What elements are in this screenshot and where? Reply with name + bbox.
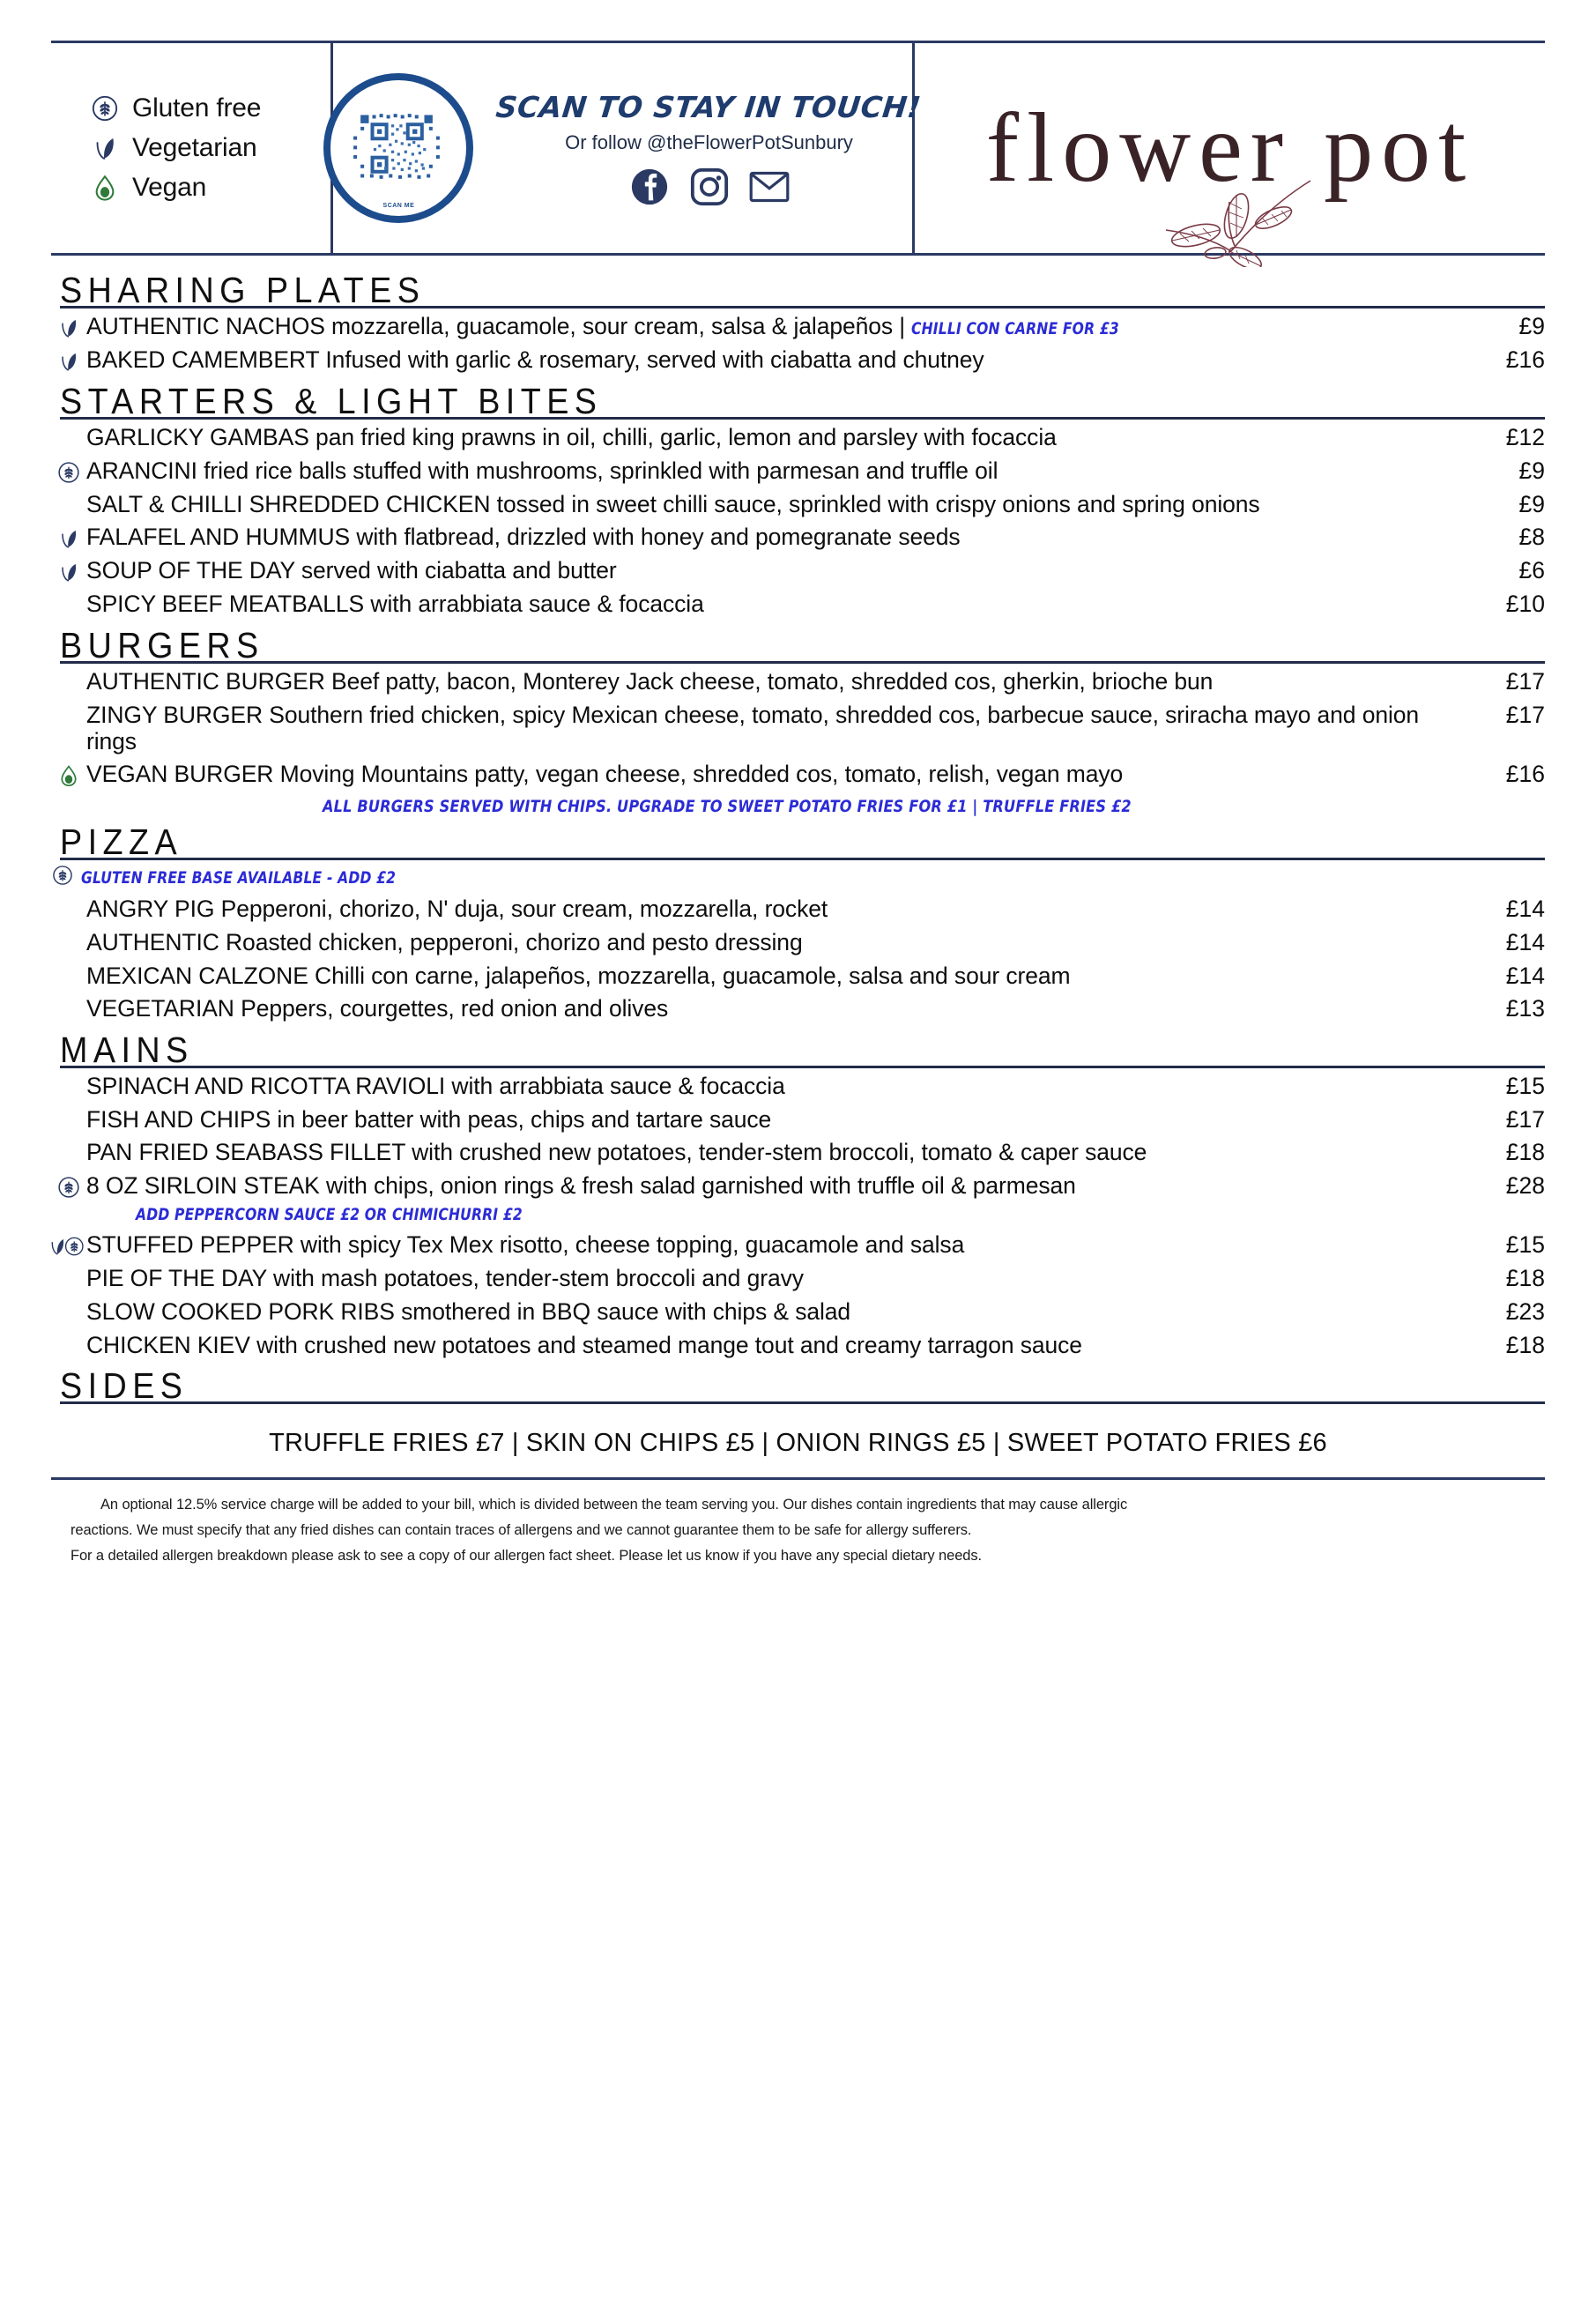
menu-item-text	[86, 425, 1464, 451]
no-diet-icon	[51, 963, 86, 965]
menu-item-text	[86, 1232, 1464, 1259]
gluten-free-icon	[51, 458, 86, 485]
gluten-free-icon	[56, 1175, 81, 1200]
gluten-free-icon	[56, 460, 81, 485]
vegetarian-icon	[51, 314, 86, 340]
menu-item-text	[86, 896, 1464, 923]
section-title: PIZZA	[60, 821, 183, 863]
menu-item	[51, 1329, 1545, 1363]
menu-item-description: Peppers, courgettes, red onion and olives	[234, 995, 669, 1022]
menu-item-description: Roasted chicken, pepperoni, chorizo and pesto dressing	[219, 928, 803, 955]
section-rule	[60, 1066, 1545, 1068]
menu-section	[51, 1367, 1545, 1468]
no-diet-icon	[51, 492, 86, 494]
menu-item-name: 8 OZ SIRLOIN STEAK	[86, 1171, 320, 1199]
no-diet-icon	[51, 1333, 86, 1334]
menu-item-price: £18	[1505, 1139, 1545, 1166]
legend-label: Vegan	[132, 173, 207, 202]
menu-item	[51, 421, 1545, 455]
gluten-free-icon	[90, 93, 120, 123]
menu-item-price: £18	[1505, 1265, 1545, 1292]
menu-item-subnote-row	[86, 1200, 1446, 1226]
menu-item-description: Chilli con carne, jalapeños, mozzarella, guacamole, salsa and sour cream	[308, 962, 1071, 989]
menu-item	[51, 554, 1545, 588]
section-header	[51, 383, 1545, 420]
menu-item-price: £14	[1505, 962, 1545, 989]
menu-item-name: AUTHENTIC NACHOS	[86, 313, 325, 340]
vegetarian-icon	[90, 133, 120, 163]
no-diet-icon	[51, 1074, 86, 1075]
menu-item	[51, 1296, 1545, 1329]
vegan-icon	[90, 173, 120, 203]
menu-item-name: SOUP OF THE DAY	[86, 557, 295, 584]
menu-item-description: pan fried king prawns in oil, chilli, garlic, lemon and parsley with focaccia	[308, 424, 1057, 451]
vegetarian-icon	[51, 347, 86, 374]
footer-line-2: reactions. We must specify that any fried dishes can contain traces of allergens and we cannot guarantee them to be safe for allergy sufferers.	[71, 1522, 972, 1539]
social-links	[629, 167, 790, 207]
menu-item	[51, 699, 1545, 758]
qr-code[interactable]	[323, 73, 473, 223]
menu-item-text	[86, 1107, 1464, 1134]
menu-header	[51, 41, 1545, 256]
menu-item-description: with chips, onion rings & fresh salad garnished with truffle oil & parmesan	[319, 1171, 1076, 1199]
facebook-icon[interactable]	[629, 167, 670, 207]
no-diet-icon	[51, 1299, 86, 1301]
menu-item-price: £14	[1505, 896, 1545, 923]
menu-item-name: SLOW COOKED PORK RIBS	[86, 1297, 395, 1325]
menu-item-price: £15	[1505, 1072, 1545, 1099]
menu-item-name: AUTHENTIC	[86, 928, 219, 955]
section-header	[51, 627, 1545, 664]
menu-item	[51, 926, 1545, 960]
no-diet-icon	[51, 702, 86, 704]
menu-item-name: PAN FRIED SEABASS FILLET	[86, 1139, 405, 1166]
menu-item-description: mozzarella, guacamole, sour cream, salsa & jalapeños |	[324, 313, 912, 340]
menu-item-price: £16	[1505, 346, 1545, 374]
menu-item-text	[86, 1173, 1464, 1225]
menu-section	[51, 627, 1545, 818]
logo-wordmark: flower pot	[985, 93, 1474, 203]
menu-section	[51, 383, 1545, 621]
menu-item	[51, 344, 1545, 377]
menu-item-price: £9	[1518, 457, 1545, 484]
vegan-icon	[56, 763, 81, 788]
menu-item	[51, 893, 1545, 926]
gluten-free-icon	[90, 93, 120, 123]
menu-item-description: Beef patty, bacon, Monterey Jack cheese, tomato, shredded cos, gherkin, brioche bun	[324, 668, 1214, 695]
section-title: STARTERS & LIGHT BITES	[60, 381, 603, 422]
vegetarian-icon	[51, 524, 86, 551]
menu-item-name: SPINACH AND RICOTTA RAVIOLI	[86, 1072, 446, 1099]
menu-item-text	[86, 762, 1464, 788]
vegan-icon	[51, 762, 86, 788]
menu-item-price: £17	[1505, 668, 1545, 695]
menu-item-description: with arrabbiata sauce & focaccia	[364, 591, 704, 618]
menu-item-name: BAKED CAMEMBERT	[86, 346, 320, 374]
scan-title: SCAN TO STAY IN TOUCH!	[494, 89, 924, 124]
dietary-legend	[51, 43, 333, 253]
menu-item-price: £8	[1518, 524, 1545, 551]
menu-item-name: VEGAN BURGER	[86, 761, 274, 788]
menu-item	[51, 455, 1545, 488]
scan-subtitle: Or follow @theFlowerPotSunbury	[565, 130, 853, 153]
menu-item-text	[86, 669, 1464, 695]
menu-item-name: PIE OF THE DAY	[86, 1265, 267, 1292]
menu-item-text	[86, 930, 1464, 956]
menu-section	[51, 823, 1545, 1026]
menu-item	[51, 758, 1545, 792]
gluten-free-icon	[51, 1173, 86, 1200]
section-footnote-text: ALL BURGERS SERVED WITH CHIPS. UPGRADE TO SWEET POTATO FRIES FOR £1 | TRUFFLE FRIES £2	[322, 797, 1132, 817]
menu-item-name: SPICY BEEF MEATBALLS	[86, 591, 365, 618]
menu-item-name: STUFFED PEPPER	[86, 1231, 294, 1259]
vegetarian-icon	[56, 316, 81, 340]
vegan-icon	[90, 173, 120, 203]
menu-item-description: with spicy Tex Mex risotto, cheese topping, guacamole and salsa	[293, 1231, 965, 1259]
menu-item-text	[86, 492, 1464, 518]
menu-item-text	[86, 558, 1464, 584]
menu-item-description: Pepperoni, chorizo, N' duja, sour cream, mozzarella, rocket	[214, 896, 828, 923]
menu-item-description: with arrabbiata sauce & focaccia	[445, 1072, 785, 1099]
menu-item-text	[86, 524, 1464, 551]
menu-item-name: ANGRY PIG	[86, 896, 215, 923]
vegetarian-icon	[51, 558, 86, 584]
menu-item-description: with mash potatoes, tender-stem broccoli and gravy	[266, 1265, 804, 1292]
menu-item-price: £18	[1505, 1331, 1545, 1358]
menu-item-description: Southern fried chicken, spicy Mexican cheese, tomato, shredded cos, barbecue sauce, sriracha mayo and onion rings	[86, 701, 1420, 755]
brand-logo	[915, 43, 1545, 253]
menu-item-price: £14	[1505, 928, 1545, 955]
menu-item-text	[86, 996, 1464, 1022]
section-prenote	[51, 862, 1545, 893]
no-diet-icon	[51, 1140, 86, 1141]
menu-item	[51, 521, 1545, 554]
footer-line-1: An optional 12.5% service charge will be added to your bill, which is divided between the team serving you. Our dishes contain ingredients that may cause allergic	[100, 1497, 1128, 1513]
section-title: SIDES	[60, 1365, 189, 1407]
no-diet-icon	[51, 896, 86, 898]
menu-item-name: ARANCINI	[86, 457, 197, 484]
no-diet-icon	[51, 1266, 86, 1267]
gluten-free-icon	[51, 864, 74, 891]
menu-item-upsell-note: CHILLI CON CARNE FOR £3	[911, 319, 1120, 339]
section-header	[51, 1365, 1545, 1407]
menu-item-price: £12	[1505, 424, 1545, 451]
menu-item-text	[86, 1333, 1464, 1359]
menu-item-name: SALT & CHILLI SHREDDED CHICKEN	[86, 490, 491, 517]
menu-item-description: smothered in BBQ sauce with chips & salad	[394, 1297, 851, 1325]
legend-row	[90, 173, 261, 203]
menu-item	[51, 1104, 1545, 1137]
menu-item-name: VEGETARIAN	[86, 995, 234, 1022]
footer-line-3: For a detailed allergen breakdown please ask to see a copy of our allergen fact sheet. Please let us know if you have any special dietary needs.	[71, 1548, 982, 1565]
menu-item-text	[86, 1140, 1464, 1166]
menu-item-description: Moving Mountains patty, vegan cheese, shredded cos, tomato, relish, vegan mayo	[273, 761, 1124, 788]
section-title: MAINS	[60, 1029, 194, 1070]
menu-item	[51, 588, 1545, 621]
sides-price-line: TRUFFLE FRIES £7 | SKIN ON CHIPS £5 | ONION RINGS £5 | SWEET POTATO FRIES £6	[269, 1429, 1327, 1458]
menu-item	[51, 665, 1545, 699]
veg-gf-icon	[51, 1234, 86, 1259]
prenote-text: GLUTEN FREE BASE AVAILABLE - ADD £2	[81, 867, 397, 888]
no-diet-icon	[51, 591, 86, 593]
menu-item-text	[86, 314, 1464, 340]
allergen-footer	[71, 1492, 1525, 1569]
menu-item-price: £10	[1505, 591, 1545, 618]
section-header	[51, 1031, 1545, 1068]
menu-item-text	[86, 591, 1464, 618]
menu-item-name: FISH AND CHIPS	[86, 1105, 271, 1133]
menu-item-name: ZINGY BURGER	[86, 701, 264, 728]
menu-item	[51, 1229, 1545, 1262]
footer-divider	[51, 1477, 1545, 1480]
menu-item-text	[86, 458, 1464, 485]
no-diet-icon	[51, 930, 86, 932]
section-header	[51, 271, 1545, 308]
legend-row	[90, 133, 261, 163]
menu-item-subnote: ADD PEPPERCORN SAUCE £2 OR CHIMICHURRI £2	[136, 1204, 523, 1224]
menu-item-text	[86, 1299, 1464, 1326]
legend-label: Vegetarian	[132, 133, 257, 162]
menu-item-name: FALAFEL AND HUMMUS	[86, 524, 351, 551]
qr-pattern-icon	[339, 89, 457, 207]
section-rule	[60, 1401, 1545, 1404]
section-rule	[60, 858, 1545, 860]
menu-item-name: MEXICAN CALZONE	[86, 962, 308, 989]
menu-item-description: tossed in sweet chilli sauce, sprinkled with crispy onions and spring onions	[490, 490, 1260, 517]
menu-item	[51, 488, 1545, 522]
menu-item-description: served with ciabatta and butter	[294, 557, 617, 584]
menu-item-price: £17	[1505, 1105, 1545, 1133]
legend-label: Gluten free	[132, 93, 262, 123]
email-icon[interactable]	[749, 167, 790, 207]
menu-item-price: £13	[1505, 995, 1545, 1022]
menu-item-description: in beer batter with peas, chips and tartare sauce	[271, 1105, 772, 1133]
menu-section	[51, 1031, 1545, 1362]
menu-item	[51, 1262, 1545, 1296]
veg-gf-icon	[51, 1232, 86, 1259]
menu-page	[0, 41, 1596, 2297]
menu-sections	[51, 271, 1545, 1468]
menu-item-description: Infused with garlic & rosemary, served with ciabatta and chutney	[319, 346, 984, 374]
menu-item	[51, 1170, 1545, 1229]
vegetarian-icon	[56, 526, 81, 551]
menu-item	[51, 992, 1545, 1026]
legend-row	[90, 93, 261, 123]
menu-item-price: £9	[1518, 490, 1545, 517]
menu-item	[51, 1136, 1545, 1170]
menu-item-price: £9	[1518, 313, 1545, 340]
no-diet-icon	[51, 1107, 86, 1109]
menu-item-description: with flatbread, drizzled with honey and pomegranate seeds	[350, 524, 961, 551]
menu-item-price: £6	[1518, 557, 1545, 584]
no-diet-icon	[51, 996, 86, 998]
menu-section	[51, 271, 1545, 377]
section-title: SHARING PLATES	[60, 270, 426, 310]
menu-item-description: fried rice balls stuffed with mushrooms, sprinkled with parmesan and truffle oil	[197, 457, 998, 484]
menu-item-name: GARLICKY GAMBAS	[86, 424, 309, 451]
menu-item-text	[86, 347, 1464, 374]
menu-item-price: £15	[1505, 1231, 1545, 1259]
menu-item	[51, 960, 1545, 993]
section-footnote	[51, 792, 1545, 818]
menu-item-price: £23	[1505, 1297, 1545, 1325]
menu-item-text	[86, 1266, 1464, 1292]
menu-item-text	[86, 1074, 1464, 1100]
menu-item-price: £17	[1505, 701, 1545, 728]
vegetarian-icon	[56, 560, 81, 584]
section-title: BURGERS	[60, 625, 264, 666]
menu-item-name: CHICKEN KIEV	[86, 1331, 250, 1358]
menu-item-name: AUTHENTIC BURGER	[86, 668, 325, 695]
menu-item-price: £16	[1505, 761, 1545, 788]
menu-item-description: with crushed new potatoes, tender-stem broccoli, tomato & caper sauce	[405, 1139, 1147, 1166]
scan-block	[333, 43, 924, 253]
menu-item-price: £28	[1505, 1171, 1545, 1199]
menu-item-text	[86, 963, 1464, 990]
section-header	[51, 821, 1545, 863]
menu-item	[51, 1070, 1545, 1104]
vegetarian-icon	[90, 133, 120, 163]
section-rule	[60, 661, 1545, 664]
menu-item	[51, 310, 1545, 344]
menu-item-text	[86, 702, 1464, 755]
qr-scan-me-label: SCAN ME	[382, 203, 415, 209]
menu-item-description: with crushed new potatoes and steamed mange tout and creamy tarragon sauce	[249, 1331, 1082, 1358]
vegetarian-icon	[56, 349, 81, 374]
no-diet-icon	[51, 425, 86, 427]
gluten-free-icon	[51, 864, 74, 887]
instagram-icon[interactable]	[689, 167, 730, 207]
no-diet-icon	[51, 669, 86, 671]
